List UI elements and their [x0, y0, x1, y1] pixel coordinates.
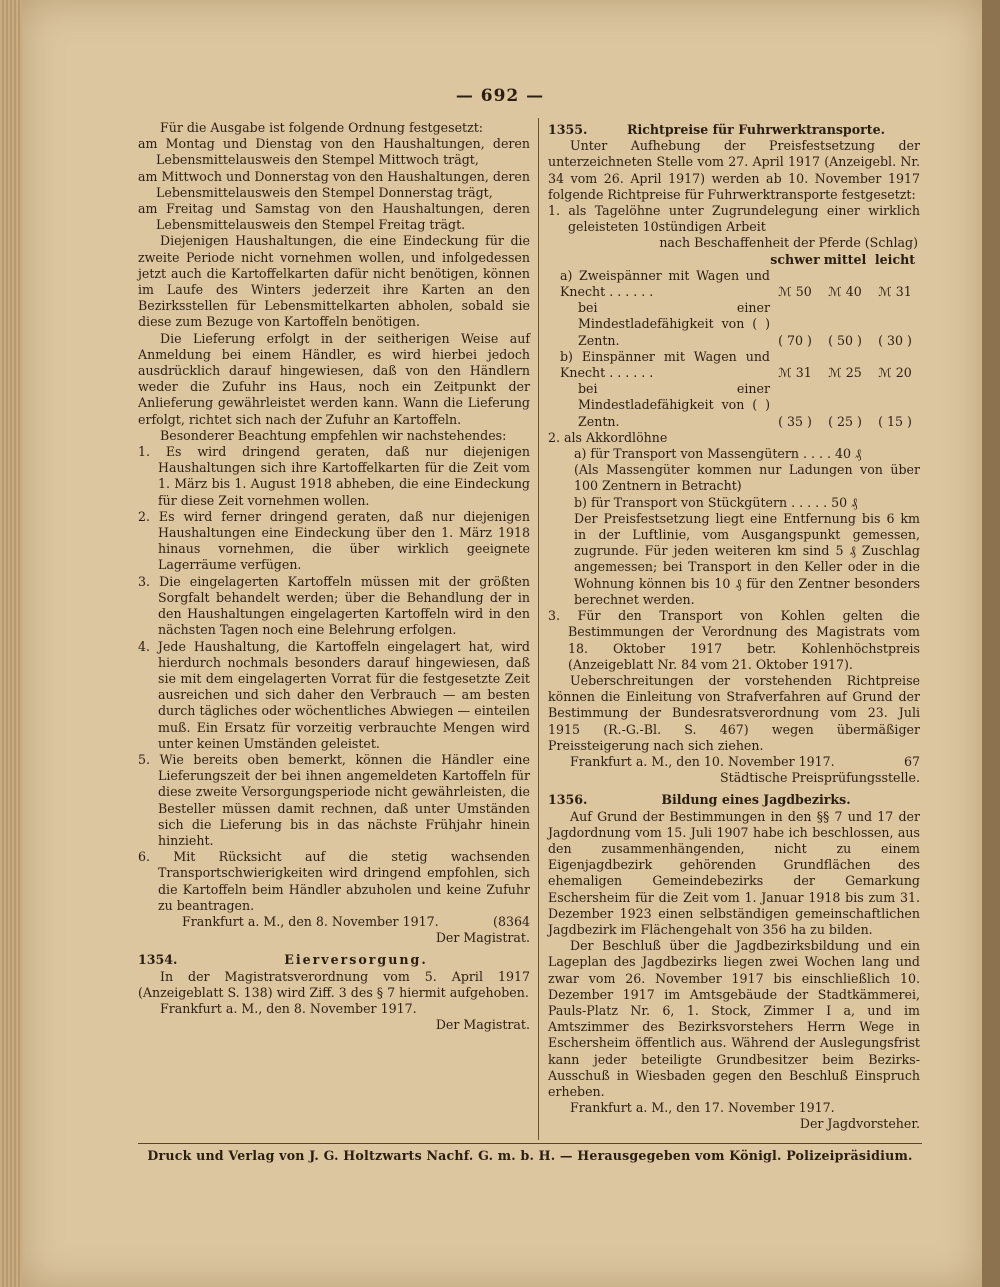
column-divider [538, 118, 539, 1140]
table-row [548, 381, 920, 430]
paragraph: Die Lieferung erfolgt in der seitherigen Weise auf Anmeldung bei einem Händler, es wird hierbei jedoch ausdrücklich darauf hingewiesen, daß von den Händlern weder die Zufuhr ins Haus, noch ein Zeitpunkt der Anlieferung gewährleistet werden kann. Wann die Lieferung erfolgt, richtet sich nach der Zufuhr an Kartoffeln. [138, 330, 530, 427]
table-row [548, 349, 920, 381]
imprint-footer: Druck und Verlag von J. G. Holtzwarts Nachf. G. m. b. H. — Herausgegeben vom Königl. Polizeipräsidium. [147, 1148, 913, 1163]
table-row [548, 300, 920, 349]
section-heading [138, 952, 530, 968]
numbered-item: 3. Die eingelagerten Kartoffeln müssen mit der größten Sorgfalt behandelt werden; über die Behandlung der in den Haushaltungen eingelagerten Kartoffeln wird in den nächsten Tagen noch eine Belehrung erfolgen. [138, 573, 530, 638]
section-number: 1355. [548, 122, 588, 137]
cell: ( 30 ) [878, 332, 912, 348]
paragraph: Diejenigen Haushaltungen, die eine Eindeckung für die zweite Periode nicht vornehmen wollen, und infolgedessen jetzt auch die Kartoffelkarten dafür nicht benötigen, können im Laufe des Winters jederzeit ihre Karten an den Bezirksstellen für Lebensmittelkarten abholen, sobald sie diese zum Bezuge von Kartoffeln benötigen. [138, 233, 530, 330]
row-label: bei einer Mindestladefähigkeit von ( ) Zentn. [578, 300, 770, 348]
akkord-item: a) für Transport von Massengütern . . . . 40 ₰ [574, 446, 862, 462]
footer-rule [138, 1143, 922, 1144]
cell: ℳ 31 [778, 365, 812, 381]
signature: Der Jagdvorsteher. [799, 1116, 920, 1132]
paragraph: Der Beschluß über die Jagdbezirksbildung und ein Lageplan des Jagdbezirks liegen zwei Wochen lang und zwar vom 26. November 1917 bis einschließlich 10. Dezember 1917 im Amtsgebäude der Stadtkämmerei, Pauls-Platz Nr. 6, 1. Stock, Zimmer I a, und im Amtszimmer des Bezirksvorstehers Herrn Wege in Eschersheim öffentlich aus. Während der Auslegungsfrist kann jeder beteiligte Grundbesitzer beim Bezirks-Ausschuß in Wiesbaden gegen den Beschluß Einspruch erheben. [548, 938, 920, 1099]
cell: ( 25 ) [828, 413, 862, 429]
column-header: leicht [874, 251, 916, 267]
section-heading [548, 792, 920, 808]
cell: ℳ 25 [828, 365, 862, 381]
table-row [548, 268, 920, 300]
cell: ( 15 ) [878, 413, 912, 429]
numbered-item: 4. Jede Haushaltung, die Kartoffeln eingelagert hat, wird hierdurch nochmals besonders darauf hingewiesen, daß sie mit dem eingelagerten Vorrat für die festgesetzte Zeit ausreichen und sich daher den Verbrauch — am besten durch tägliches oder wöchentliches Abwiegen — einteilen muß. Ein Ersatz für vorzeitig verbrauchte Mengen wird unter keinen Umständen geleistet. [138, 638, 530, 751]
numbered-item: 5. Wie bereits oben bemerkt, können die Händler eine Lieferungszeit der bei ihnen angemeldeten Kartoffeln für diese zweite Versorgungsperiode nicht gewährleisten, die Besteller müssen damit rechnen, daß unter Umständen sich die Lieferung bis in das nächste Frühjahr hinein hinzieht. [138, 751, 530, 848]
ordnung-intro: Für die Ausgabe ist folgende Ordnung festgesetzt: [160, 120, 484, 135]
numbered-item: 1. Es wird dringend geraten, daß nur diejenigen Haushaltungen sich ihre Kartoffelkarten für die Zeit vom 1. März bis 1. August 1918 abheben, die eine Eindeckung für diese Zeit vornehmen wollen. [138, 444, 530, 508]
cell: ℳ 20 [878, 365, 912, 381]
cell: ℳ 40 [828, 284, 862, 300]
book-binding-edge [0, 0, 22, 1287]
paragraph: Auf Grund der Bestimmungen in den §§ 7 und 17 der Jagdordnung vom 15. Juli 1907 habe ich beschlossen, aus den zusammenhängenden, nicht zu einem Eigenjagdbezirk gehörenden Grundflächen des ehemaligen Gemeindebezirks der Gemarkung Eschersheim für die Zeit vom 1. Januar 1918 bis zum 31. Dezember 1923 einen selbständigen gemeinschaftlichen Jagdbezirk im Flächengehalt von 356 ha zu bilden. [548, 808, 920, 937]
date-line [138, 914, 530, 930]
schedule-item: am Montag und Dienstag von den Haushaltungen, deren Lebensmittelausweis den Stempel Mittwoch trägt, [138, 136, 530, 168]
cell: ( 50 ) [828, 332, 862, 348]
paragraph: Ueberschreitungen der vorstehenden Richtpreise können die Einleitung von Strafverfahren auf Grund der Bestimmung der Bundesratsverordnung vom 23. Juli 1915 (R.-G.-Bl. S. 467) wegen übermäßiger Preissteigerung nach sich ziehen. [548, 672, 920, 753]
section-number: 1354. [138, 952, 178, 968]
next-page-edge [982, 0, 1000, 1287]
signature: Der Magistrat. [435, 1017, 530, 1033]
row-label: b) Einspänner mit Wagen und Knecht . . . . . . [560, 348, 770, 381]
date: Frankfurt a. M., den 8. November 1917. [160, 1000, 417, 1016]
rates-condition-heading: nach Beschaffenheit der Pferde (Schlag) [659, 235, 918, 251]
reference-number: (8364 [493, 913, 530, 929]
numbered-item: 2. als Akkordlöhne [548, 429, 668, 445]
cell: ℳ 31 [878, 284, 912, 300]
signature: Der Magistrat. [435, 930, 530, 946]
section-title: Bildung eines Jagdbezirks. [661, 792, 851, 808]
row-label: a) Zweispänner mit Wagen und Knecht . . . . . . [560, 267, 770, 300]
paragraph: Unter Aufhebung der Preisfestsetzung der unterzeichneten Stelle vom 27. April 1917 (Anzeigebl. Nr. 34 vom 26. April 1917) werden ab 10. November 1917 folgende Richtpreise für Fuhrwerktransporte festgesetzt: [548, 138, 920, 202]
paragraph: In der Magistratsverordnung vom 5. April 1917 (Anzeigeblatt S. 138) wird Ziff. 3 des § 7 hiermit aufgehoben. [138, 968, 530, 1000]
left-column [138, 120, 530, 1033]
akkord-note: (Als Massengüter kommen nur Ladungen von über 100 Zentnern in Betracht) [574, 462, 920, 494]
numbered-item: 2. Es wird ferner dringend geraten, daß nur diejenigen Haushaltungen eine Eindeckung über den 1. März 1918 hinaus vornehmen, die über wirklich geeignete Lagerräume verfügen. [138, 508, 530, 573]
date: Frankfurt a. M., den 10. November 1917. [570, 753, 835, 769]
numbered-item: 1. als Tagelöhne unter Zugrundelegung einer wirklich geleisteten 10stündigen Arbeit [548, 203, 920, 235]
schedule-item: am Freitag und Samstag von den Haushaltungen, deren Lebensmittelausweis den Stempel Freitag trägt. [138, 201, 530, 233]
section-title: Richtpreise für Fuhrwerktransporte. [626, 122, 885, 137]
section-number: 1356. [548, 792, 588, 808]
signature: Städtische Preisprüfungsstelle. [720, 770, 920, 786]
section-heading [548, 122, 920, 138]
date-line [548, 754, 920, 770]
rates-table [548, 268, 920, 430]
paragraph: Besonderer Beachtung empfehlen wir nachstehendes: [160, 427, 507, 443]
cell: ℳ 50 [778, 284, 812, 300]
right-column [548, 120, 920, 1133]
akkord-item: b) für Transport von Stückgütern . . . . . 50 ₰ [574, 494, 858, 510]
date: Frankfurt a. M., den 8. November 1917. [182, 913, 439, 929]
section-title: Eierversorgung. [284, 952, 428, 968]
akkord-note: Der Preisfestsetzung liegt eine Entfernung bis 6 km in der Luftlinie, vom Ausgangspunkt gemessen, zugrunde. Für jeden weiteren km sind 5 ₰ Zuschlag angemessen; bei Transport in den Keller oder in die Wohnung können bis 10 ₰ für den Zentner besonders berechnet werden. [574, 510, 920, 607]
column-header: schwer [770, 251, 820, 267]
cell: ( 70 ) [778, 332, 812, 348]
column-header: mittel [823, 251, 867, 267]
numbered-item: 6. Mit Rücksicht auf die stetig wachsenden Transportschwierigkeiten wird dringend empfohlen, sich die Kartoffeln beim Händler abzuholen und keine Zufuhr zu beantragen. [138, 849, 530, 913]
date: Frankfurt a. M., den 17. November 1917. [570, 1100, 835, 1116]
page-number: — 692 — [455, 86, 545, 106]
rates-column-headers [548, 252, 920, 268]
row-label: bei einer Mindestladefähigkeit von ( ) Zentn. [578, 381, 770, 429]
cell: ( 35 ) [778, 413, 812, 429]
numbered-item: 3. Für den Transport von Kohlen gelten die Bestimmungen der Verordnung des Magistrats vom 18. Oktober 1917 betr. Kohlenhöchstpreis (Anzeigeblatt Nr. 84 vom 21. Oktober 1917). [548, 608, 920, 672]
schedule-item: am Mittwoch und Donnerstag von den Haushaltungen, deren Lebensmittelausweis den Stempel Donnerstag trägt, [138, 168, 530, 200]
reference-number: 67 [903, 753, 920, 769]
